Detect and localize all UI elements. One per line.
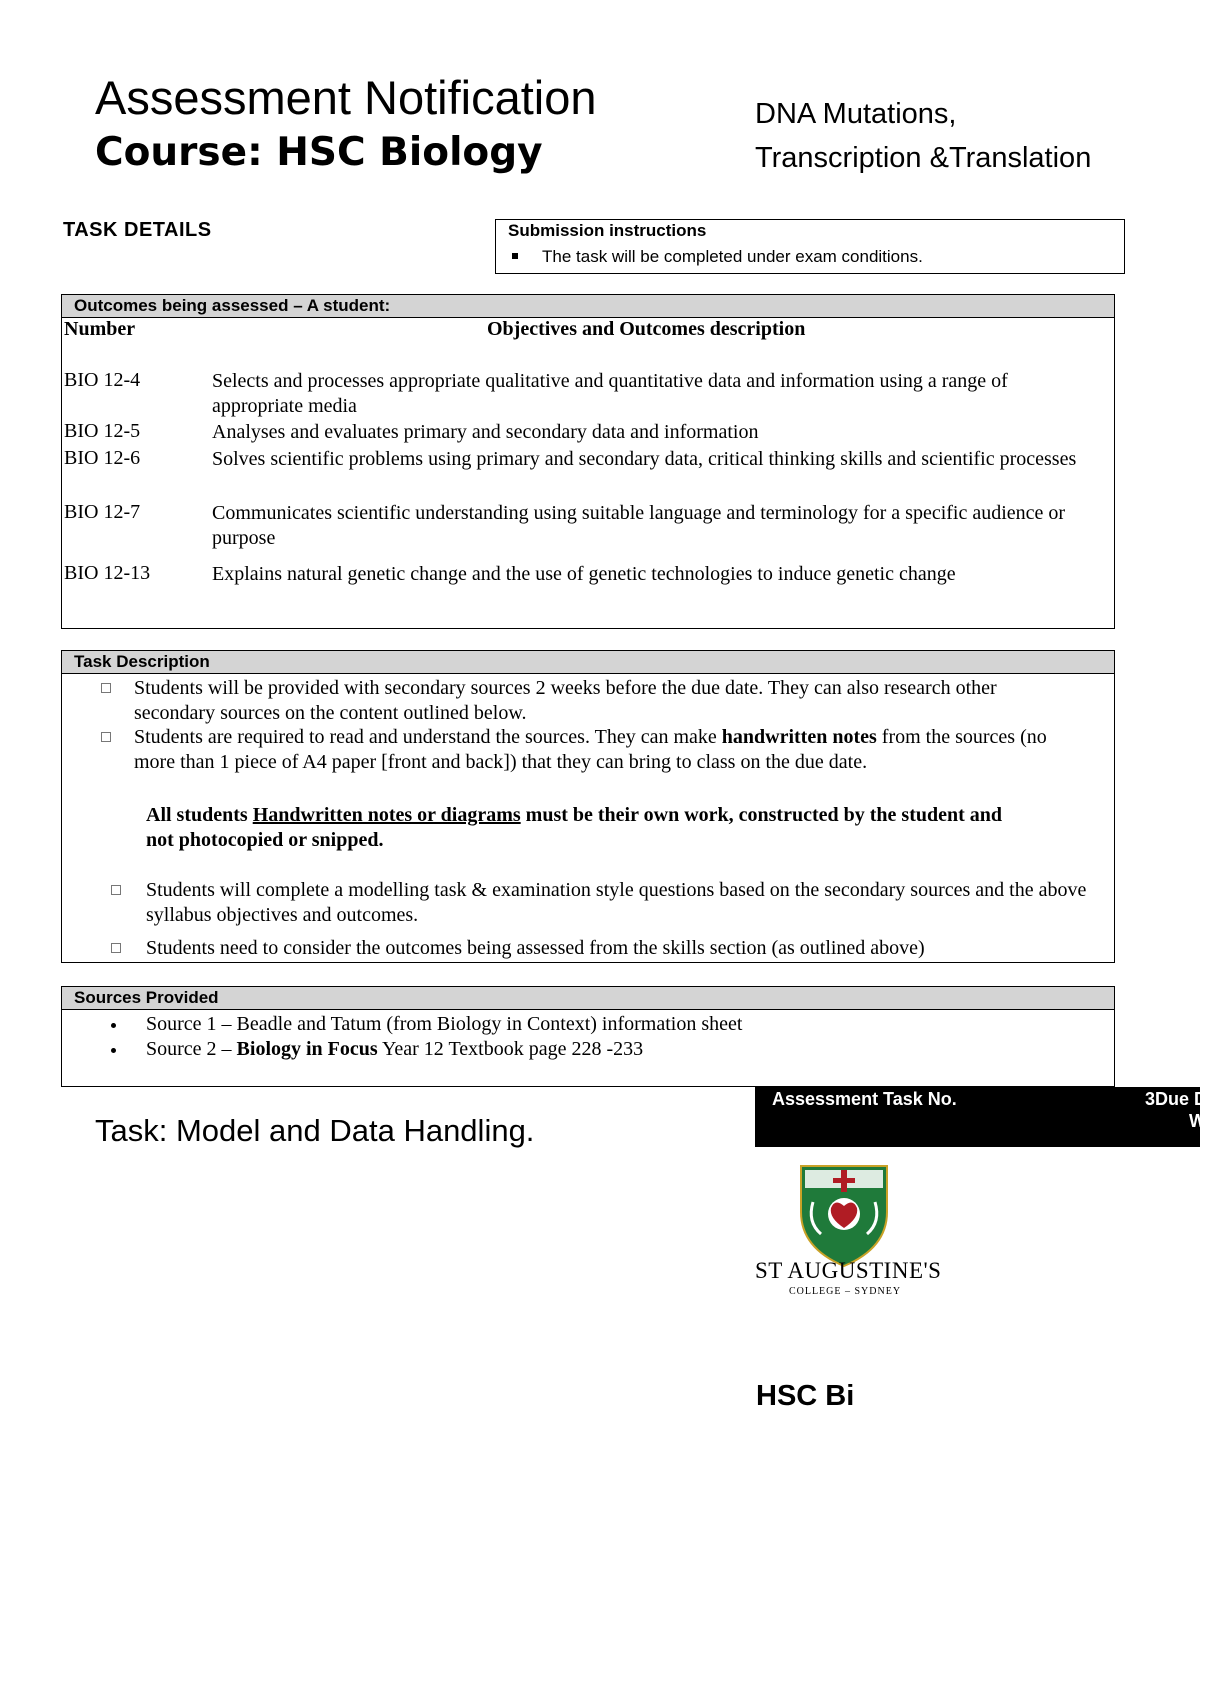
task-item-1: Students will be provided with secondary sources 2 weeks before the due date. They can also research other secondary sources on the content outlined below. bbox=[134, 677, 997, 724]
description-column-header: Objectives and Outcomes description bbox=[487, 318, 806, 340]
task-item-3: Students will complete a modelling task & examination style questions based on the secondary sources and the above syllabus objectives and outcomes. bbox=[146, 879, 1087, 926]
outcome-code: BIO 12-7 bbox=[64, 501, 141, 523]
checkbox-bullet-icon bbox=[111, 943, 121, 953]
sources-heading: Sources Provided bbox=[62, 987, 1114, 1010]
bullet-icon bbox=[111, 1023, 116, 1028]
handwritten-notes-note bbox=[146, 803, 1026, 853]
task-bar-second-line: W bbox=[1189, 1111, 1206, 1131]
square-bullet-icon bbox=[512, 253, 518, 259]
topic-line-2: Transcription &Translation bbox=[755, 142, 1092, 174]
outcome-desc: Analyses and evaluates primary and secondary data and information bbox=[212, 421, 759, 443]
sources-box bbox=[61, 986, 1115, 1087]
outcome-desc: Communicates scientific understanding using suitable language and terminology for a specific audience or purpose bbox=[212, 502, 1066, 549]
source-item-2-post: Year 12 Textbook page 228 -233 bbox=[377, 1038, 644, 1060]
source-item-2 bbox=[146, 1037, 643, 1062]
note-post: must be their own work, constructed by the student and not photocopied or snipped. bbox=[146, 804, 1002, 851]
outcome-code: BIO 12-4 bbox=[64, 369, 141, 391]
task-item-2-pre: Students are required to read and understand the sources. They can make bbox=[134, 726, 722, 748]
college-location: COLLEGE – SYDNEY bbox=[788, 1286, 902, 1297]
college-logo bbox=[755, 1162, 942, 1302]
outcome-desc: Selects and processes appropriate qualitative and quantitative data and information using a range of appropriate media bbox=[212, 370, 1008, 417]
bullet-icon bbox=[111, 1048, 116, 1053]
college-name: ST AUGUSTINE'S bbox=[755, 1258, 942, 1283]
outcome-code: BIO 12-6 bbox=[64, 447, 141, 469]
task-item-4: Students need to consider the outcomes being assessed from the skills section (as outlined above) bbox=[146, 937, 925, 959]
submission-item bbox=[512, 247, 923, 267]
number-column-header: Number bbox=[64, 318, 136, 340]
outcomes-box bbox=[61, 294, 1115, 629]
task-item-2-post: from the sources (no more than 1 piece of A4 paper [front and back]) that they can bring to class on the due date. bbox=[134, 726, 1047, 773]
source-item-2-pre: Source 2 – bbox=[146, 1038, 237, 1060]
page-title: Assessment Notification bbox=[95, 71, 597, 124]
checkbox-bullet-icon bbox=[101, 732, 111, 742]
assessment-task-label: Assessment Task No. bbox=[772, 1089, 957, 1109]
outcomes-heading: Outcomes being assessed – A student: bbox=[62, 295, 1114, 318]
outcome-code: BIO 12-5 bbox=[64, 420, 141, 442]
outcome-desc: Solves scientific problems using primary and secondary data, critical thinking skills and scientific processes bbox=[212, 448, 1077, 470]
outcome-code: BIO 12-13 bbox=[64, 562, 151, 584]
task-description-heading: Task Description bbox=[62, 651, 1114, 674]
task-description-box bbox=[61, 650, 1115, 963]
course-title: Course: HSC Biology bbox=[95, 130, 543, 175]
submission-heading: Submission instructions bbox=[508, 221, 707, 240]
source-item-2-bold: Biology in Focus bbox=[236, 1038, 378, 1060]
checkbox-bullet-icon bbox=[101, 683, 111, 693]
task-details-label: TASK DETAILS bbox=[63, 219, 212, 241]
note-underline: Handwritten notes or diagrams bbox=[252, 804, 521, 826]
note-pre: All students bbox=[146, 804, 253, 826]
submission-instructions-box bbox=[495, 219, 1125, 274]
outcome-desc: Explains natural genetic change and the use of genetic technologies to induce genetic change bbox=[212, 563, 956, 585]
task-item-2 bbox=[134, 725, 1064, 775]
topic-line-1: DNA Mutations, bbox=[755, 98, 957, 130]
source-item-1: Source 1 – Beadle and Tatum (from Biology in Context) information sheet bbox=[146, 1013, 743, 1035]
task-title: Task: Model and Data Handling. bbox=[95, 1113, 535, 1148]
task-number-due: 3Due D bbox=[1145, 1089, 1207, 1109]
hsc-heading: HSC Bi bbox=[756, 1380, 855, 1412]
submission-item-text: The task will be completed under exam conditions. bbox=[542, 247, 923, 266]
topic-heading bbox=[755, 92, 1091, 180]
assessment-task-bar bbox=[755, 1087, 1207, 1147]
checkbox-bullet-icon bbox=[111, 885, 121, 895]
task-item-2-bold: handwritten notes bbox=[721, 726, 877, 748]
